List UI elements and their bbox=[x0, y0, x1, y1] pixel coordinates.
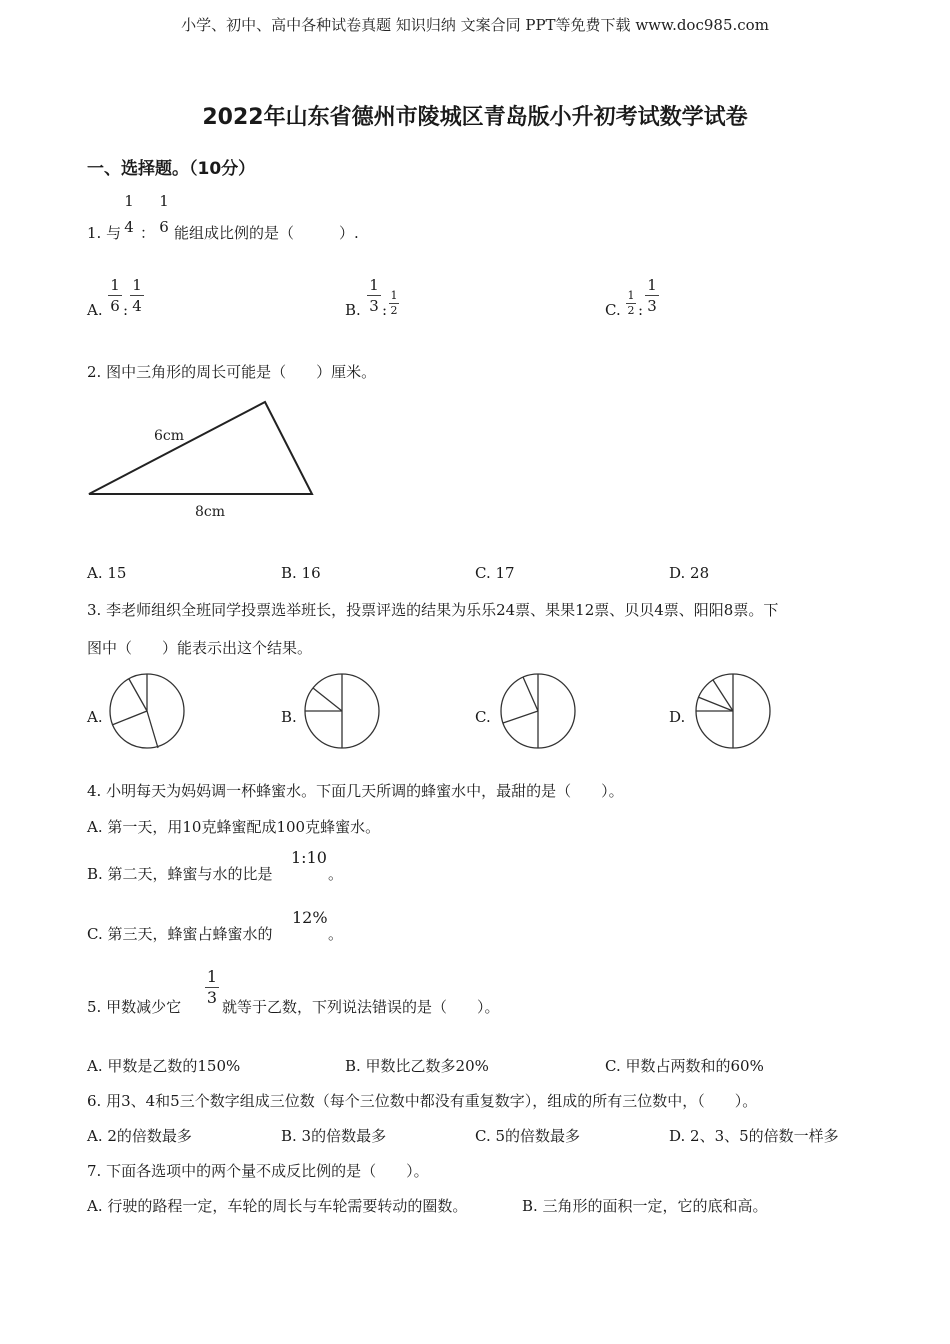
q6-text: 6. 用3、4和5三个数字组成三位数（每个三位数中都没有重复数字），组成的所有三位数中，（ ）。 bbox=[87, 1092, 758, 1110]
q2-option-d[interactable]: D. 28 bbox=[669, 564, 710, 582]
q7-text: 7. 下面各选项中的两个量不成反比例的是（ ）。 bbox=[87, 1162, 429, 1180]
q5-prefix: 5. 甲数减少它 bbox=[87, 998, 182, 1016]
q1-suffix: 能组成比例的是（ ）. bbox=[174, 224, 359, 242]
page-header: 小学、初中、高中各种试卷真题 知识归纳 文案合同 PPT等免费下载 www.doc985.com bbox=[181, 16, 769, 34]
q1-option-b-frac2: 1 2 bbox=[390, 289, 398, 317]
q4-text: 4. 小明每天为妈妈调一杯蜂蜜水。下面几天所调的蜂蜜水中，最甜的是（ ）。 bbox=[87, 782, 624, 800]
q2-option-b[interactable]: B. 16 bbox=[281, 564, 321, 582]
q3-line1: 3. 李老师组织全班同学投票选举班长，投票评选的结果为乐乐24票、果果12票、贝贝4票、阳阳8票。下 bbox=[87, 601, 779, 619]
q5-option-c[interactable]: C. 甲数占两数和的60% bbox=[605, 1057, 764, 1075]
q3-pie-c[interactable] bbox=[498, 671, 578, 751]
q6-option-d[interactable]: D. 2、3、5的倍数一样多 bbox=[669, 1127, 839, 1145]
q7-option-b[interactable]: B. 三角形的面积一定，它的底和高。 bbox=[522, 1197, 768, 1215]
q3-option-c-label[interactable]: C. bbox=[475, 708, 491, 726]
q3-option-d-label[interactable]: D. bbox=[669, 708, 686, 726]
q1-fraction-b: 1 6 bbox=[159, 192, 169, 236]
triangle-side-label-8cm: 8cm bbox=[195, 504, 226, 520]
q4-option-c-text: C. 第三天，蜂蜜占蜂蜜水的 bbox=[87, 925, 273, 943]
q1-option-a-frac1: 1 6 bbox=[108, 276, 122, 315]
q4-option-a[interactable]: A. 第一天，用10克蜂蜜配成100克蜂蜜水。 bbox=[87, 818, 381, 836]
q7-option-a[interactable]: A. 行驶的路程一定，车轮的周长与车轮需要转动的圈数。 bbox=[87, 1197, 468, 1215]
q4-option-b-text: B. 第二天，蜂蜜与水的比是 bbox=[87, 865, 273, 883]
q6-option-c[interactable]: C. 5的倍数最多 bbox=[475, 1127, 581, 1145]
q1-option-c-sep: : bbox=[638, 301, 644, 319]
q3-line2: 图中（ ）能表示出这个结果。 bbox=[87, 639, 313, 657]
q5-fraction: 1 3 bbox=[206, 967, 218, 1007]
q3-option-a-label[interactable]: A. bbox=[87, 708, 103, 726]
q5-suffix: 就等于乙数，下列说法错误的是（ ）。 bbox=[222, 998, 500, 1016]
q2-option-c[interactable]: C. 17 bbox=[475, 564, 515, 582]
q4-option-c-percent: 12% bbox=[292, 908, 328, 927]
q3-pie-a[interactable] bbox=[108, 671, 188, 751]
q1-option-b-sep: : bbox=[382, 301, 388, 319]
q1-option-a-sep: : bbox=[123, 301, 129, 319]
q1-option-c-label: C. bbox=[605, 301, 621, 319]
q6-option-a[interactable]: A. 2的倍数最多 bbox=[87, 1127, 192, 1145]
q1-fraction-a: 1 4 bbox=[124, 192, 134, 236]
page-title: 2022年山东省德州市陵城区青岛版小升初考试数学试卷 bbox=[202, 105, 748, 130]
q1-option-a-label: A. bbox=[87, 301, 103, 319]
q6-option-b[interactable]: B. 3的倍数最多 bbox=[281, 1127, 387, 1145]
q2-option-a[interactable]: A. 15 bbox=[87, 564, 127, 582]
q3-pie-d[interactable] bbox=[692, 671, 774, 751]
q1-option-b-frac1: 1 3 bbox=[367, 276, 381, 315]
q1-option-c-frac1: 1 2 bbox=[627, 289, 635, 317]
triangle-diagram bbox=[80, 395, 330, 530]
q4-option-b-ratio: 1:10 bbox=[291, 848, 327, 867]
q4-option-c-end: 。 bbox=[328, 925, 344, 943]
triangle-side-label-6cm: 6cm bbox=[154, 428, 185, 444]
q1-option-c-frac2: 1 3 bbox=[645, 276, 659, 315]
q5-option-b[interactable]: B. 甲数比乙数多20% bbox=[345, 1057, 489, 1075]
triangle-shape bbox=[89, 402, 312, 494]
q2-text: 2. 图中三角形的周长可能是（ ）厘米。 bbox=[87, 363, 377, 381]
q5-option-a[interactable]: A. 甲数是乙数的150% bbox=[87, 1057, 241, 1075]
q1-option-b-label: B. bbox=[345, 301, 361, 319]
q1-option-a-frac2: 1 4 bbox=[130, 276, 144, 315]
q1-prefix: 1. 与 bbox=[87, 224, 122, 242]
q3-pie-b[interactable] bbox=[302, 671, 382, 751]
q3-option-b-label[interactable]: B. bbox=[281, 708, 297, 726]
section-heading: 一、选择题。（10分） bbox=[87, 159, 256, 179]
q4-option-b-end: 。 bbox=[328, 865, 344, 883]
q1-colon: ： bbox=[140, 224, 156, 242]
